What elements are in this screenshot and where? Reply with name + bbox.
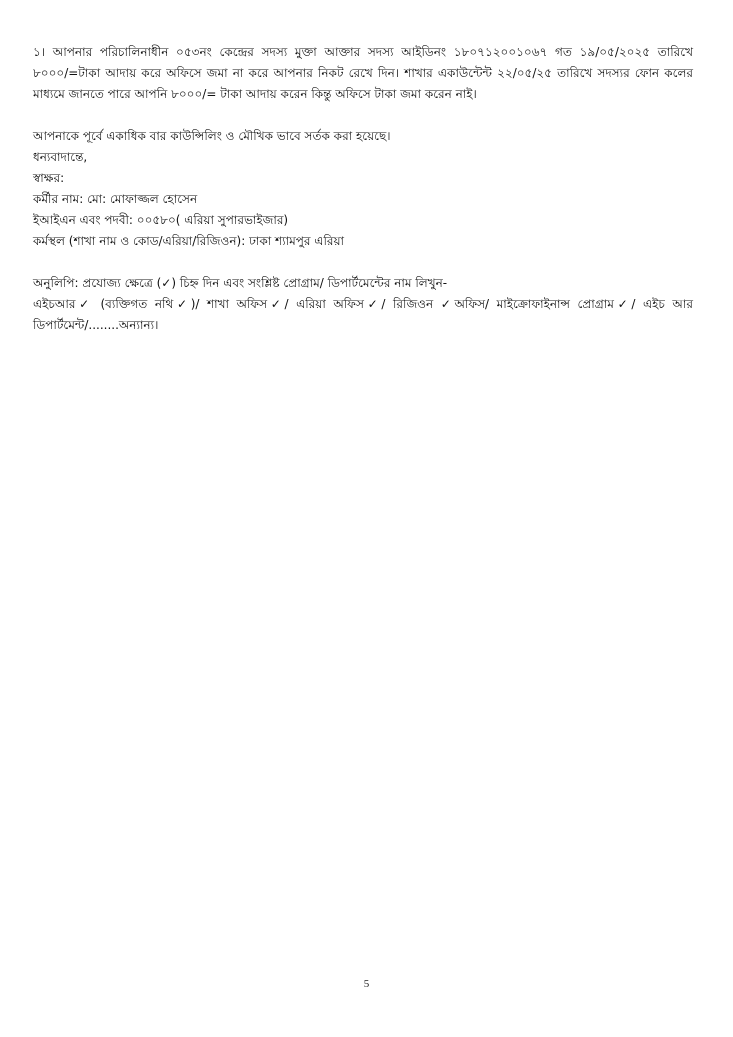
- copy-distribution-list: এইচআর✓ (ব্যক্তিগত নথি✓)/ শাখা অফিস✓/ এরিয়া অফিস✓/ রিজিওন ✓অফিস/ মাইক্রোফাইনান্স প্রোগ্রাম✓/ এইচ আর ডিপার্টমেন্ট/........অন্যান্য।: [33, 297, 693, 332]
- employee-name: কর্মীর নাম: মো: মোফাজ্জল হোসেন: [33, 192, 198, 206]
- incident-paragraph: ১। আপনার পরিচালিনাধীন ০৫৩নং কেন্দ্রের সদস্য মুক্তা আক্তার সদস্য আইডিনং ১৮০৭১২০০১০৬৭ গত ১৯/০৫/২০২৫ তারিখে ৮০০০/=টাকা আদায় করে অফিসে জমা না করে আপনার নিকট রেখে দিন। শাখার একাউন্টেন্ট ২২/০৫/২৫ তারিখে সদস্যর ফোন কলের মাধ্যমে জানতে পারে আপনি ৮০০০/= টাকা আদায় করেন কিন্তু অফিসে টাকা জমা করেন নাই।: [33, 45, 693, 101]
- employee-id-designation: ইআইএন এবং পদবী: ০০৫৮০( এরিয়া সুপারভাইজার): [33, 213, 289, 227]
- counseling-note: আপনাকে পূর্বে একাধিক বার কাউন্সিলিং ও মৌখিক ভাবে সর্তক করা হয়েছে।: [33, 129, 391, 143]
- page-number: 5: [363, 978, 370, 990]
- paragraph-gap: [33, 105, 693, 126]
- section-gap: [33, 252, 693, 273]
- signature-label: স্বাক্ষর:: [33, 171, 65, 185]
- closing-thanks: ধন্যবাদান্তে,: [33, 150, 88, 164]
- letter-body: [33, 42, 693, 336]
- workplace: কর্মস্থল (শাখা নাম ও কোড/এরিয়া/রিজিওন): ঢাকা শ্যামপুর এরিয়া: [33, 234, 345, 248]
- copy-instruction: অনুলিপি: প্রযোজ্য ক্ষেত্রে (✓) চিহ্ন দিন এবং সংশ্লিষ্ট প্রোগ্রাম/ ডিপার্টমেন্টের নাম লিখুন-: [33, 276, 448, 290]
